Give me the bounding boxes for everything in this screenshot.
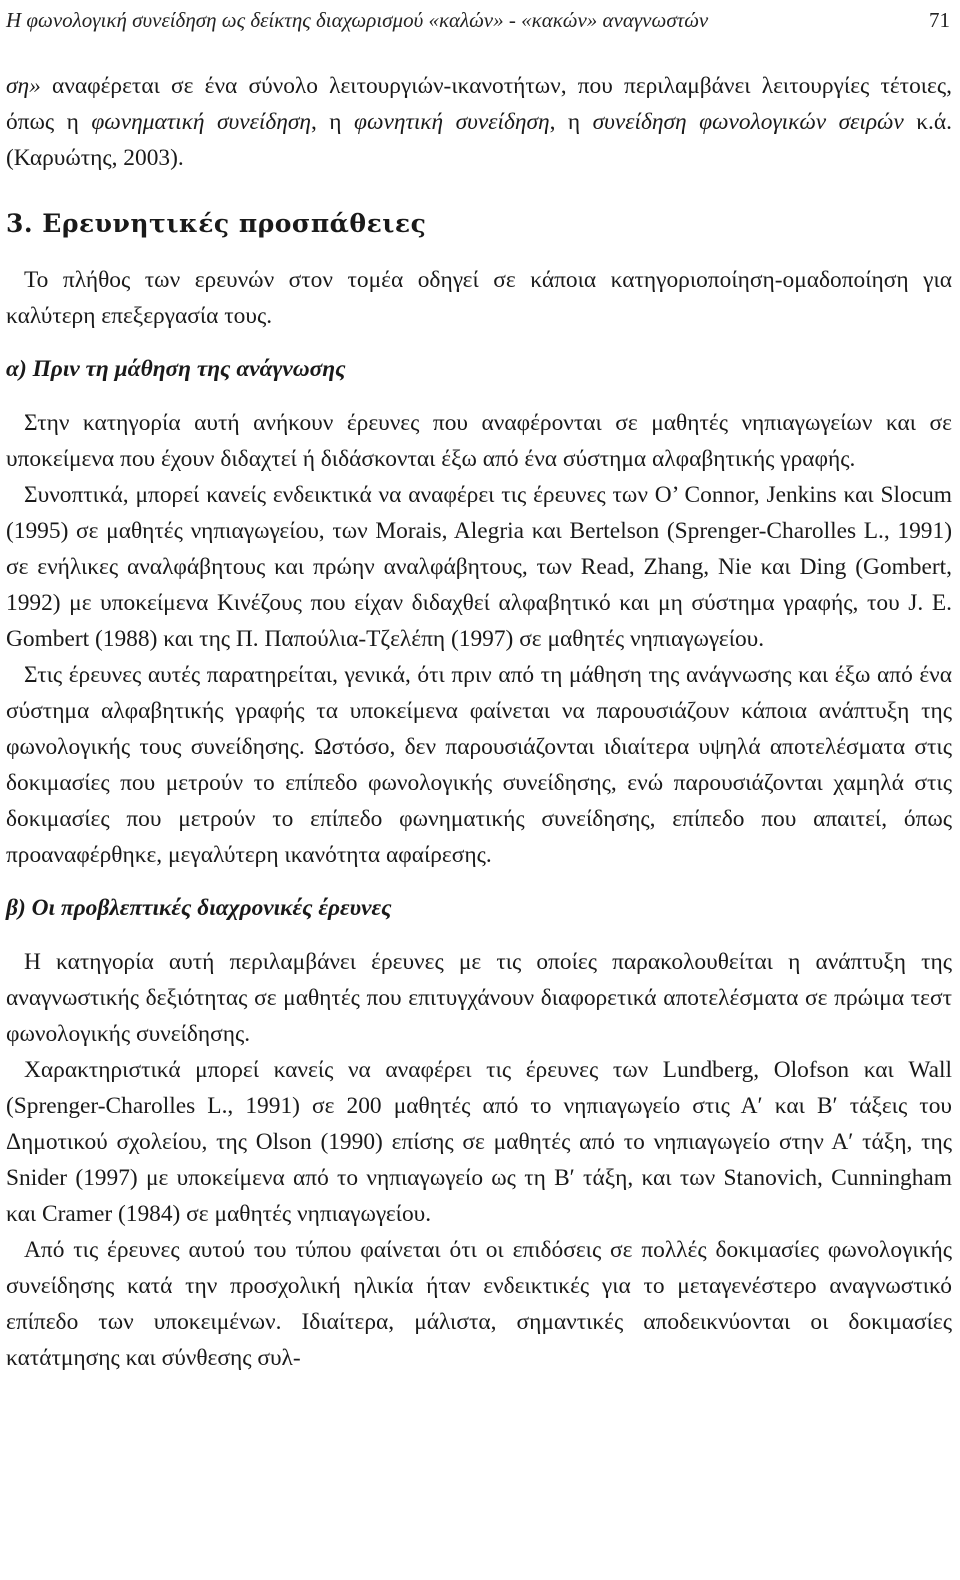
subsection-b-paragraph-1: Η κατηγορία αυτή περιλαμβάνει έρευνες με τις οποίες παρακολουθείται η ανάπτυξη της αναγνωστικής δεξιότητας σε μαθητές που επιτυγχάνουν διαφορετικά αποτελέσματα σε πρώιμα τεστ φωνολογικής συνείδησης.: [6, 949, 952, 1047]
subsection-heading-b: β) Οι προβλεπτικές διαχρονικές έρευνες: [6, 895, 392, 921]
section-intro-paragraph: Το πλήθος των ερευνών στον τομέα οδηγεί σε κάποια κατηγοριοποίηση-ομαδοποίηση για καλύτερη επεξεργασία τους.: [6, 267, 952, 329]
intro-paragraph: [6, 68, 952, 176]
running-header: [6, 0, 952, 36]
running-title: Η φωνολογική συνείδηση ως δείκτης διαχωρισμού «καλών» - «κακών» αναγνωστών: [6, 8, 709, 32]
intro-part1: ση»: [6, 73, 41, 99]
document-page: [6, 0, 952, 1376]
intro-part2: αναφέρεται σε ένα σύνολο λειτουργιών-ικανοτήτων, που περιλαμβάνει λειτουργίες τέτοιες, όπως η: [6, 73, 952, 135]
subsection-b-paragraph-2: Χαρακτηριστικά μπορεί κανείς να αναφέρει τις έρευνες των Lundberg, Olofson και Wall (Sprenger-Charolles L., 1991) σε 200 μαθητές από το νηπιαγωγείο στις Α′ και Β′ τάξεις του Δημοτικού σχολείου, της Olson (1990) επίσης σε μαθητές από το νηπιαγωγείο στην Α′ τάξη, της Snider (1997) με υποκείμενα από το νηπιαγωγείο ως τη Β′ τάξη, και των Stanovich, Cunningham και Cramer (1984) σε μαθητές νηπιαγωγείου.: [6, 1057, 952, 1227]
page-number: 71: [929, 8, 950, 32]
subsection-a-paragraph-1: Στην κατηγορία αυτή ανήκουν έρευνες που αναφέρονται σε μαθητές νηπιαγωγείων και σε υποκείμενα που έχουν διδαχτεί ή διδάσκονται έξω από ένα σύστημα αλφαβητικής γραφής.: [6, 410, 952, 472]
subsection-a-paragraph-2: Συνοπτικά, μπορεί κανείς ενδεικτικά να αναφέρει τις έρευνες των O’ Connor, Jenkins και Slocum (1995) σε μαθητές νηπιαγωγείου, των Morais, Alegria και Bertelson (Sprenger-Charolles L., 1991) σε ενήλικες αναλφάβητους και πρώην αναλφάβητους, των Read, Zhang, Nie και Ding (Gombert, 1992) με υποκείμενα Κινέζους που είχαν διδαχθεί αλφαβητικό και μη σύστημα γραφής, του J. E. Gombert (1988) και της Π. Παπούλια-Τζελέπη (1997) σε μαθητές νηπιαγωγείου.: [6, 482, 952, 652]
intro-part7: συνείδηση φωνολογικών σειρών: [592, 109, 904, 135]
intro-part3: φωνηματική συνείδηση: [91, 109, 311, 135]
intro-part4: , η: [310, 109, 354, 135]
intro-part5: φωνητική συνείδηση: [354, 109, 550, 135]
subsection-heading-a: α) Πριν τη μάθηση της ανάγνωσης: [6, 356, 346, 382]
intro-part8: κ.ά. (Καρυώτης, 2003).: [6, 109, 952, 171]
intro-part6: , η: [549, 109, 593, 135]
subsection-a-paragraph-3: Στις έρευνες αυτές παρατηρείται, γενικά, ότι πριν από τη μάθηση της ανάγνωσης και έξω από ένα σύστημα αλφαβητικής γραφής τα υποκείμενα φαίνεται να παρουσιάζουν κάποια ανάπτυξη της φωνολογικής τους συνείδησης. Ωστόσο, δεν παρουσιάζονται ιδιαίτερα υψηλά αποτελέσματα στις δοκιμασίες που μετρούν το επίπεδο φωνολογικής συνείδησης, ενώ παρουσιάζονται χαμηλά στις δοκιμασίες που μετρούν το επίπεδο φωνηματικής συνείδησης, επίπεδο που απαιτεί, όπως προαναφέρθηκε, μεγαλύτερη ικανότητα αφαίρεσης.: [6, 662, 952, 868]
subsection-b-paragraph-3: Από τις έρευνες αυτού του τύπου φαίνεται ότι οι επιδόσεις σε πολλές δοκιμασίες φωνολογικής συνείδησης κατά την προσχολική ηλικία ήταν ενδεικτικές για το μεταγενέστερο αναγνωστικό επίπεδο των υποκειμένων. Ιδιαίτερα, μάλιστα, σημαντικές αποδεικνύονται οι δοκιμασίες κατάτμησης και σύνθεσης συλ-: [6, 1237, 952, 1371]
section-heading: 3. Ερευνητικές προσπάθειες: [6, 209, 427, 238]
